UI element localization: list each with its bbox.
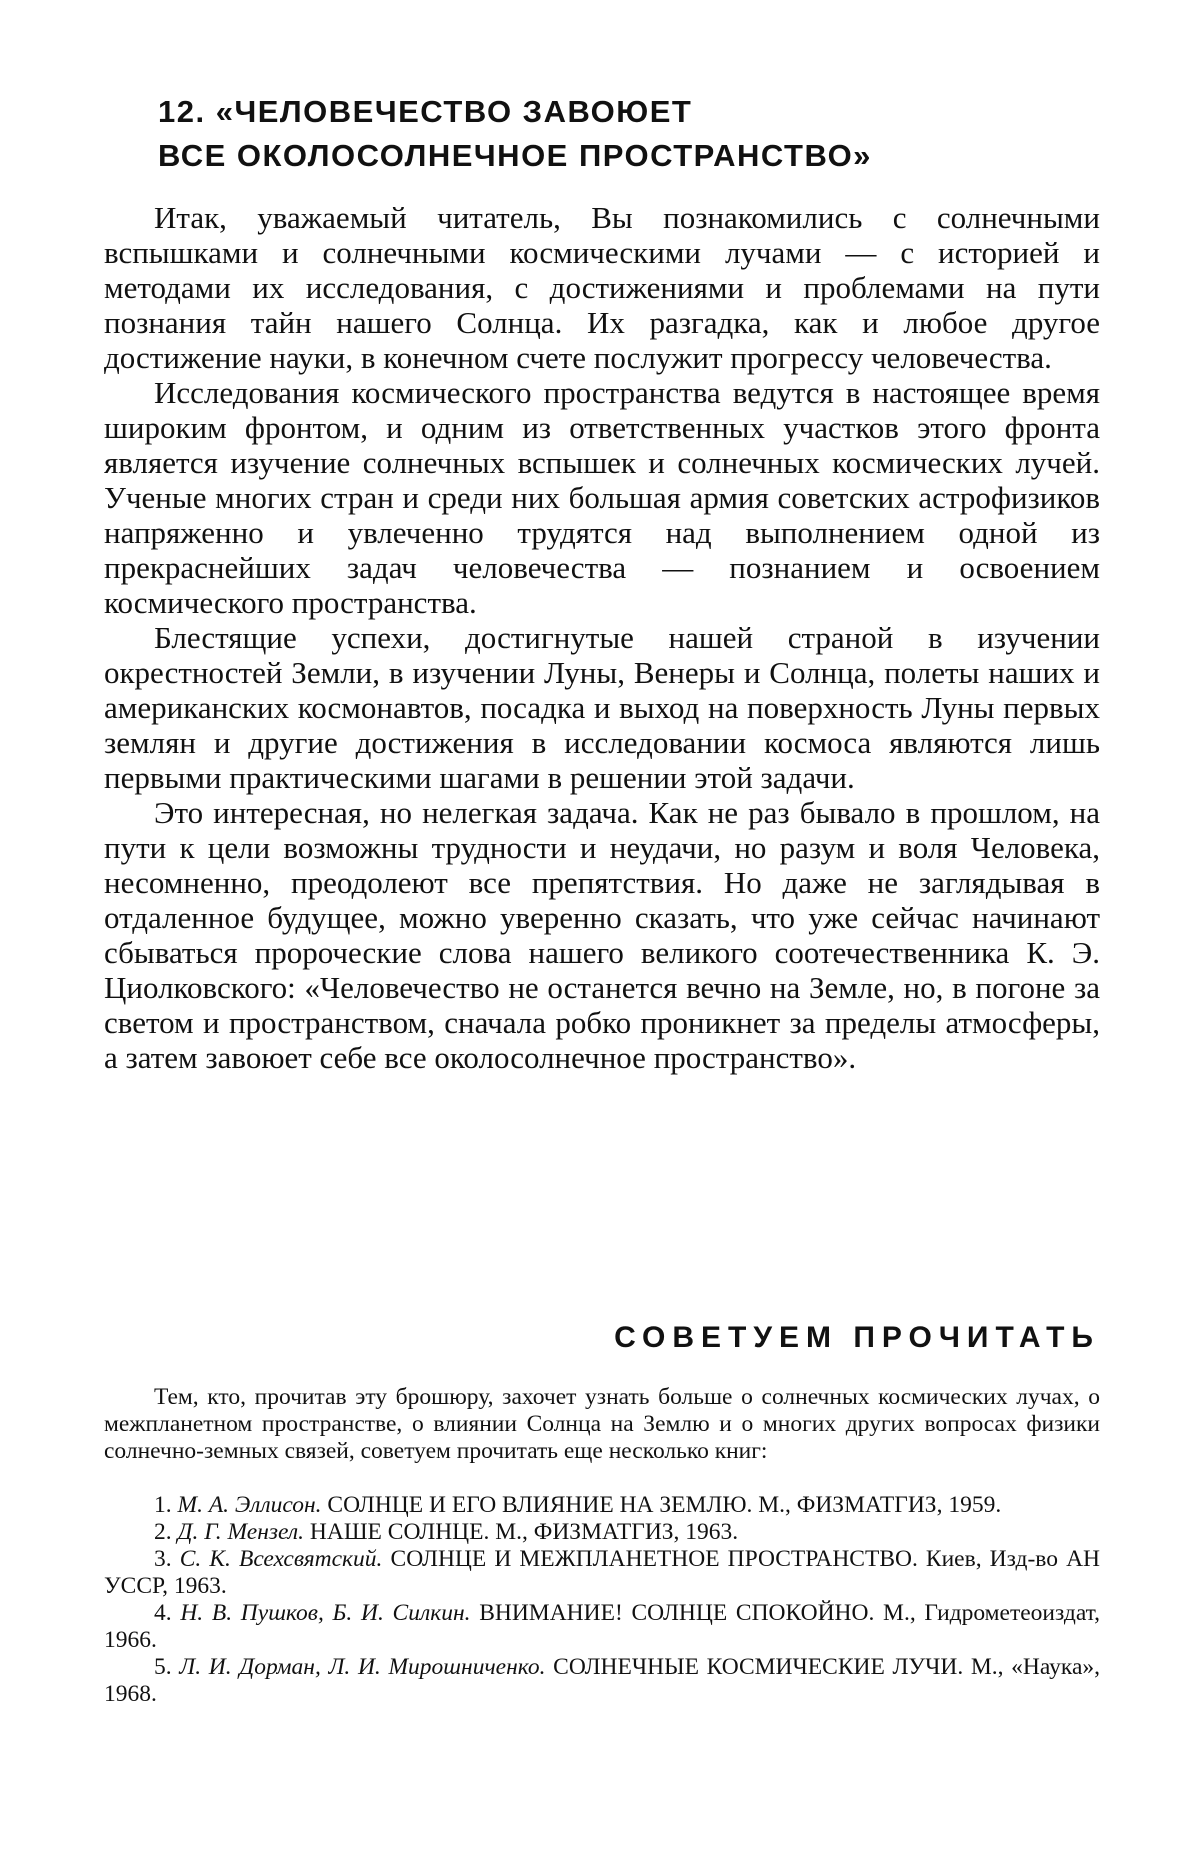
reference-number: 2. [154,1519,172,1545]
recommended-reading-heading: СОВЕТУЕМ ПРОЧИТАТЬ [614,1321,1100,1354]
chapter-title [158,90,1118,178]
paragraph-2: Исследования космического пространства ведутся в настоящее время широким фронтом, и одним из ответственных участков этого фронта является изучение солнечных вспышек и солнечных космических лучей. Ученые многих стран и среди них большая армия советских астрофизиков напряженно и увлеченно трудятся над выполнением одной из прекраснейших задач человечества — познанием и освоением космического пространства. [104,375,1100,620]
reference-number: 4. [154,1600,172,1626]
reference-author: С. К. Всехсвятский. [179,1546,383,1572]
reference-item [104,1519,1100,1546]
paragraph-4: Это интересная, но нелегкая задача. Как не раз бывало в прошлом, на пути к цели возможны трудности и неудачи, но разум и воля Человека, несомненно, преодолеют все препятствия. Но даже не заглядывая в отдаленное будущее, можно уверенно сказать, что уже сейчас начинают сбываться пророческие слова нашего великого соотечественника К. Э. Циолковского: «Человечество не останется вечно на Земле, но, в погоне за светом и пространством, сначала робко проникнет за пределы атмосферы, а затем завоюет себе все околосолнечное пространство». [104,795,1100,1075]
paragraph-3: Блестящие успехи, достигнутые нашей страной в изучении окрестностей Земли, в изучении Луны, Венеры и Солнца, полеты наших и американских космонавтов, посадка и выход на поверхность Луны первых землян и другие достижения в исследовании космоса являются лишь первыми практическими шагами в решении этой задачи. [104,620,1100,795]
reference-item [104,1600,1100,1654]
reference-title: ВНИМАНИЕ! СОЛНЦЕ СПОКОЙНО. М., Гидрометеоиздат, 1966. [104,1600,1101,1653]
chapter-title-line-1: 12. «ЧЕЛОВЕЧЕСТВО ЗАВОЮЕТ [158,94,693,129]
reference-list [104,1492,1100,1708]
reference-item [104,1492,1100,1519]
reference-author: Л. И. Дорман, Л. И. Мирошниченко. [179,1654,546,1680]
reference-number: 5. [154,1654,172,1680]
reference-author: Д. Г. Мензел. [177,1519,305,1545]
reference-item [104,1654,1100,1708]
paragraph-1: Итак, уважаемый читатель, Вы познакомились с солнечными вспышками и солнечными космическими лучами — с историей и методами их исследования, с достижениями и проблемами на пути познания тайн нашего Солнца. Их разгадка, как и любое другое достижение науки, в конечном счете послужит прогрессу человечества. [104,200,1100,375]
reference-number: 3. [154,1546,172,1572]
reference-number: 1. [154,1492,172,1518]
reference-item [104,1546,1100,1600]
reference-title: СОЛНЦЕ И МЕЖПЛАНЕТНОЕ ПРОСТРАНСТВО. Киев, Изд-во АН УССР, 1963. [104,1546,1101,1599]
chapter-body [104,200,1100,1075]
recommended-reading-intro: Тем, кто, прочитав эту брошюру, захочет узнать больше о солнечных космических лучах, о межпланетном пространстве, о влиянии Солнца на Землю и о многих других вопросах физики солнечно-земных связей, советуем прочитать еще несколько книг: [104,1384,1100,1464]
chapter-title-line-2: ВСЕ ОКОЛОСОЛНЕЧНОЕ ПРОСТРАНСТВО» [158,138,872,173]
reference-title: НАШЕ СОЛНЦЕ. М., ФИЗМАТГИЗ, 1963. [309,1519,739,1545]
reference-author: Н. В. Пушков, Б. И. Силкин. [180,1600,471,1626]
reference-author: М. А. Эллисон. [177,1492,322,1518]
reference-title: СОЛНЕЧНЫЕ КОСМИЧЕСКИЕ ЛУЧИ. М., «Наука», 1968. [104,1654,1100,1707]
reference-title: СОЛНЦЕ И ЕГО ВЛИЯНИЕ НА ЗЕМЛЮ. М., ФИЗМАТГИЗ, 1959. [327,1492,1002,1518]
